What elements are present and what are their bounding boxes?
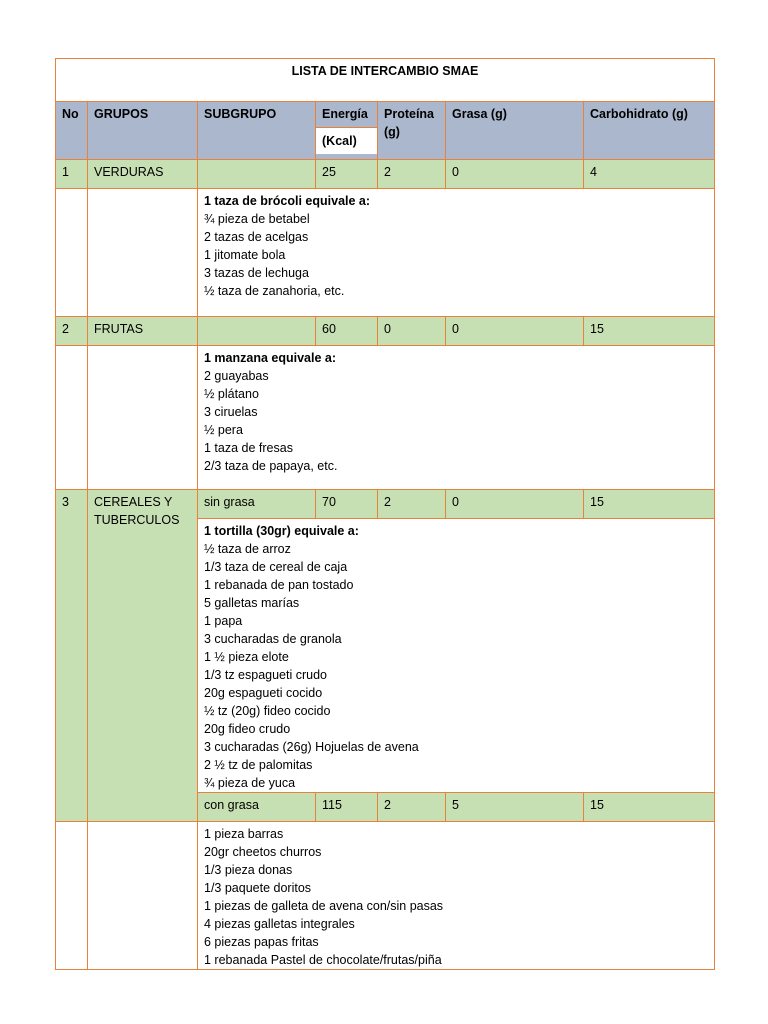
cell-subgrupo: sin grasa [204,495,255,509]
list-item: 2 ½ tz de palomitas [204,758,313,772]
list-item: ½ pera [204,423,243,437]
list-item: 1 taza de fresas [204,441,293,455]
cell-proteina: 2 [384,798,391,812]
header-subgrupo: SUBGRUPO [204,107,277,121]
list-item: 20gr cheetos churros [204,845,322,859]
cell-grasa: 5 [452,798,459,812]
cell-energia: 60 [322,322,336,336]
cell-subgrupo [198,317,315,320]
list-item: ¾ pieza de betabel [204,212,310,226]
list-item: 2 guayabas [204,369,269,383]
header-kcal: (Kcal) [316,127,377,154]
cell-subgrupo [198,160,315,163]
cell-proteina: 0 [384,322,391,336]
table-row-verduras [56,160,715,189]
cell-subgrupo: con grasa [204,798,259,812]
list-item: 3 ciruelas [204,405,258,419]
equivalents-title: 1 manzana equivale a: [204,351,337,365]
cell-no: 1 [62,165,69,179]
grupo-line: TUBERCULOS [94,513,180,527]
header-carbohidrato: Carbohidrato (g) [590,107,688,121]
header-grupos: GRUPOS [94,107,149,121]
equivalents-list [198,519,714,792]
list-item: 4 piezas galletas integrales [204,917,355,931]
cell-carbohidrato: 4 [590,165,597,179]
equivalents-row-frutas [56,346,715,490]
equivalents-list [198,189,714,300]
list-item: 3 cucharadas de granola [204,632,342,646]
equivalents-list [198,822,714,969]
list-item: 1/3 tz espagueti crudo [204,668,327,682]
table-row-frutas [56,317,715,346]
cell-proteina: 2 [384,165,391,179]
list-item: 3 cucharadas (26g) Hojuelas de avena [204,740,419,754]
list-item: 1 rebanada Pastel de chocolate/frutas/piña [204,953,442,967]
list-item: 1 papa [204,614,243,628]
cell-carbohidrato: 15 [590,798,604,812]
cell-energia: 25 [322,165,336,179]
equivalents-row-verduras [56,189,715,317]
exchange-list-table [55,58,715,970]
equivalents-row-cereales-con-grasa [56,822,715,970]
header-row [56,102,715,160]
list-item: 1 rebanada de pan tostado [204,578,354,592]
header-energia: Energía [322,107,368,121]
table-title: LISTA DE INTERCAMBIO SMAE [56,59,715,102]
cell-energia: 70 [322,495,336,509]
header-proteina: Proteína (g) [384,107,435,139]
header-grasa: Grasa (g) [452,107,507,121]
cell-energia: 115 [322,798,342,812]
list-item: ½ plátano [204,387,259,401]
cell-no: 3 [62,495,69,509]
list-item: 2 tazas de acelgas [204,230,309,244]
list-item: 20g fideo crudo [204,722,291,736]
cell-no: 2 [62,322,69,336]
list-item: ½ taza de arroz [204,542,291,556]
cell-carbohidrato: 15 [590,495,604,509]
list-item: 1/3 paquete doritos [204,881,312,895]
cell-carbohidrato: 15 [590,322,604,336]
list-item: 1 ½ pieza elote [204,650,289,664]
header-no: No [62,107,79,121]
table-row-cereales-sin-grasa [56,490,715,519]
list-item: 1/3 taza de cereal de caja [204,560,348,574]
list-item: 3 tazas de lechuga [204,266,309,280]
cell-proteina: 2 [384,495,391,509]
list-item: 1 piezas de galleta de avena con/sin pasas [204,899,444,913]
cell-grupo [88,490,197,529]
list-item: ¾ pieza de yuca [204,776,296,790]
cell-grasa: 0 [452,165,459,179]
equivalents-list [198,346,714,475]
list-item: 2/3 taza de papaya, etc. [204,459,338,473]
equivalents-title: 1 taza de brócoli equivale a: [204,194,371,208]
list-item: 5 galletas marías [204,596,300,610]
list-item: 1 pieza barras [204,827,284,841]
list-item: 1 jitomate bola [204,248,286,262]
cell-grasa: 0 [452,495,459,509]
grupo-line: CEREALES Y [94,495,173,509]
cell-grupo: FRUTAS [94,322,144,336]
equivalents-title: 1 tortilla (30gr) equivale a: [204,524,359,538]
list-item: ½ taza de zanahoria, etc. [204,284,345,298]
list-item: 6 piezas papas fritas [204,935,319,949]
list-item: 1/3 pieza donas [204,863,293,877]
list-item: ½ tz (20g) fideo cocido [204,704,331,718]
list-item: 20g espagueti cocido [204,686,323,700]
cell-grasa: 0 [452,322,459,336]
cell-grupo: VERDURAS [94,165,164,179]
